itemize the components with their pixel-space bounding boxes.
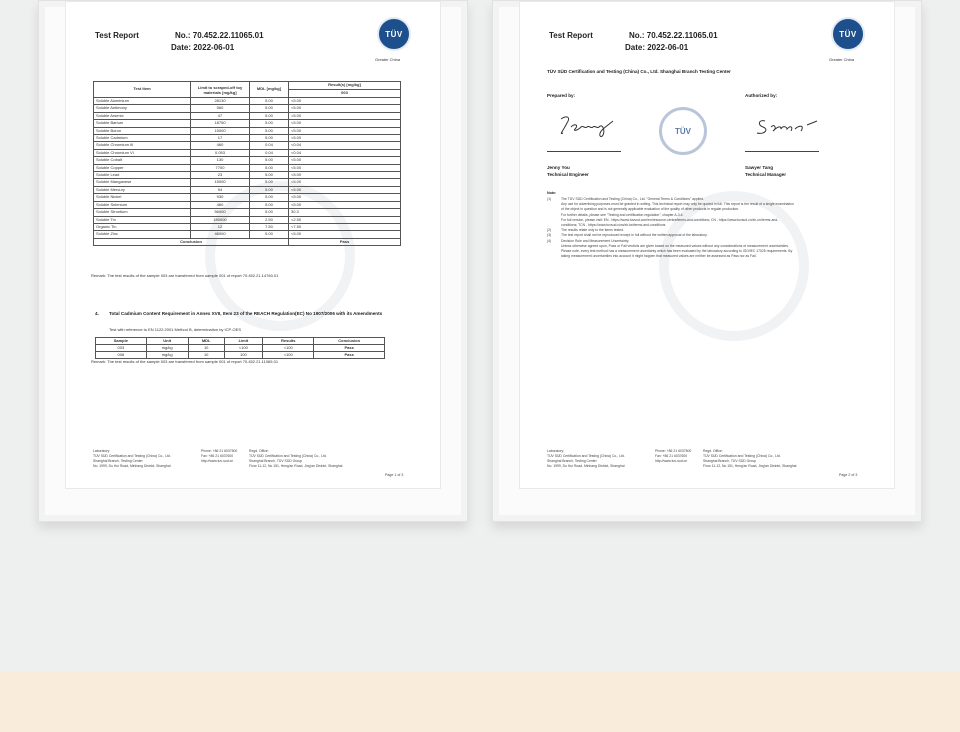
table-cell-limit: 930 — [191, 194, 250, 201]
note-number: (3) — [547, 233, 552, 238]
table-row — [94, 186, 401, 193]
note-text: Unless otherwise agreed upon, Pass or Fail verdicts are given based on the measured values without any considerations of measurement uncertainties. — [561, 243, 789, 248]
table-cell-result: <5.00 — [289, 201, 401, 208]
col-sample: 003 — [289, 90, 401, 98]
table-row — [94, 135, 401, 142]
table-cell-mdl: 5.00 — [250, 194, 289, 201]
table-row — [96, 352, 385, 359]
table-cell-mdl: 2.50 — [250, 216, 289, 223]
table-cell-mdl: 0.04 — [250, 142, 289, 149]
authorized-by-label: Authorized by: — [745, 93, 778, 98]
table-row — [94, 164, 401, 171]
remark-1: Remark: The test results of the sample 003 are transferred from sample 001 of report 70.452.21.14760.01 — [91, 273, 279, 278]
table-cell-result: <5.00 — [289, 127, 401, 134]
table-cell-limit: 94 — [191, 186, 250, 193]
note-text: For further details, please see "Testing and certification regulation", chapter A-3.4. — [561, 212, 684, 217]
note-text: conditions; TCN - https://www.tuvsud.com/zh-tw/terms-and-conditions — [561, 222, 666, 227]
authorizer-name: Sawyer Tang — [745, 165, 773, 170]
table-cell-item: Soluble Copper — [94, 164, 191, 171]
footer-line: Laboratory: — [93, 449, 111, 453]
footer-line: http://www.tuv-sud.cn — [655, 459, 688, 463]
note-number: (4) — [547, 238, 552, 243]
table-row — [94, 194, 401, 201]
footer-line: Phone: +86 21 6037500 — [655, 449, 692, 453]
footer-line: Regd. Office: — [703, 449, 723, 453]
table-cell-mdl: 5.00 — [250, 201, 289, 208]
table-row — [94, 127, 401, 134]
conclusion-label: Conclusion — [94, 238, 289, 245]
report-number: No.: 70.452.22.11065.01 — [629, 31, 718, 40]
report-page-1 — [65, 1, 441, 489]
note-item — [547, 254, 847, 259]
col-mdl: MDL [mg/kg] — [250, 82, 289, 98]
right-picture-frame — [492, 0, 922, 522]
table-cell: 003 — [96, 345, 147, 352]
results-table — [93, 81, 401, 246]
table-row — [94, 157, 401, 164]
footer-line: TÜV SÜD Certification and Testing (China) Co., Ltd. — [703, 454, 781, 458]
note-text: Decision Rule and Measurement Uncertainty: — [561, 238, 630, 243]
table-cell-result: <5.00 — [289, 179, 401, 186]
table-cell-item: Soluble Cadmium — [94, 135, 191, 142]
table-cell-item: Soluble Chromium VI — [94, 149, 191, 156]
table-cell-limit: 17 — [191, 135, 250, 142]
table-cell-item: Soluble Chromium III — [94, 142, 191, 149]
table-row — [94, 231, 401, 238]
table-cell-limit: 12 — [191, 223, 250, 230]
note-text: Please note, every test method has a measurement uncertainty which has been evaluated by the laboratory according to ISO/IEC 17025 requirements. By — [561, 248, 793, 253]
table-cell-mdl: 5.00 — [250, 135, 289, 142]
footer-line: Shanghai Branch, TÜV SÜD Group — [249, 459, 303, 463]
table-cell-result: <5.00 — [289, 112, 401, 119]
table-cell-mdl: 5.00 — [250, 105, 289, 112]
table-cell-limit: 15000 — [191, 127, 250, 134]
note-text: of the object in question and is not generally applicable evaluation of the quality of other products in regular production. — [561, 207, 740, 212]
cadmium-col-header: Sample — [96, 338, 147, 345]
table-row — [94, 201, 401, 208]
table-cell-result: <5.00 — [289, 105, 401, 112]
cadmium-col-header: Conclusion — [314, 338, 385, 345]
note-text: The test report shall not be reproduced except in full without the written approval of the laboratory. — [561, 233, 708, 238]
table-cell-item: Soluble Cobalt — [94, 157, 191, 164]
table-cell-limit: 28130 — [191, 98, 250, 105]
table-cell-limit: 130 — [191, 157, 250, 164]
note-number: (2) — [547, 228, 552, 233]
notes-list — [547, 197, 847, 259]
table-cell: 10 — [188, 345, 224, 352]
cadmium-col-header: Limit — [224, 338, 262, 345]
table-cell-mdl: 5.00 — [250, 209, 289, 216]
note-text: The TÜV SÜD Certification and Testing (China) Co., Ltd. "General Terms & Conditions" applied. — [561, 197, 704, 201]
table-cell-mdl: 5.00 — [250, 186, 289, 193]
table-row — [94, 223, 401, 230]
tuv-stamp-icon: TÜV — [659, 107, 707, 155]
table-cell: Pass — [314, 352, 385, 359]
footer-line: TÜV SÜD Certification and Testing (China) Co., Ltd. — [547, 454, 625, 458]
table-cell: 10 — [188, 352, 224, 359]
table-cell-item: Soluble Strontium — [94, 209, 191, 216]
table-cell-limit: 56000 — [191, 209, 250, 216]
table-cell: mg/kg — [146, 352, 188, 359]
section-4-method: Test with reference to EN 1122:2001 Method B, determination by ICP-OES — [109, 327, 241, 332]
note-text: For full version, please visit: EN - https://www.tuvsud.com/en/resource-centre/terms-and-conditions; CN - https://www.tuvsud.cn/zh-cn/terms-and- — [561, 217, 779, 222]
table-cell-limit: 46000 — [191, 231, 250, 238]
note-text: Any use for advertising purposes must be granted in writing. This technical report may only be quoted in full. This report is the result of a single examination — [561, 202, 794, 207]
table-cell-result: <5.00 — [289, 157, 401, 164]
table-cell-item: Organic Tin — [94, 223, 191, 230]
table-cell-limit: 47 — [191, 112, 250, 119]
table-row — [94, 112, 401, 119]
footer-line: Shanghai Branch, Testing Center — [93, 459, 143, 463]
preparer-title: Technical Engineer — [547, 172, 589, 177]
footer-line: Shanghai Branch, TÜV SÜD Group — [703, 459, 757, 463]
table-cell-result: <5.00 — [289, 186, 401, 193]
prepared-by-label: Prepared by: — [547, 93, 576, 98]
table-cell-mdl: 0.04 — [250, 149, 289, 156]
table-row — [94, 179, 401, 186]
table-cell-mdl: 5.00 — [250, 179, 289, 186]
cadmium-col-header: Results — [263, 338, 314, 345]
table-cell-item: Soluble Mercury — [94, 186, 191, 193]
table-cell-limit: 18750 — [191, 120, 250, 127]
table-cell-mdl: 5.00 — [250, 120, 289, 127]
report-number: No.: 70.452.22.11065.01 — [175, 31, 264, 40]
table-row — [94, 149, 401, 156]
organization-name: TÜV SÜD Certification and Testing (China) Co., Ltd. Shanghai Branch Testing Center — [547, 69, 731, 74]
preparer-name: Jenny You — [547, 165, 570, 170]
left-picture-frame — [38, 0, 468, 522]
table-cell-limit: 560 — [191, 105, 250, 112]
table-cell-result: <0.04 — [289, 149, 401, 156]
footer-line: No. 1999, Du Hui Road, Minhang District, Shanghai — [93, 464, 171, 468]
table-row — [94, 120, 401, 127]
footer-line: TÜV SÜD Certification and Testing (China) Co., Ltd. — [93, 454, 171, 458]
table-cell-item: Soluble Antimony — [94, 105, 191, 112]
note-number: (1) — [547, 197, 552, 201]
table-cell-result: <7.50 — [289, 223, 401, 230]
table-cell: <100 — [263, 345, 314, 352]
table-cell-result: <5.00 — [289, 120, 401, 127]
note-text: taking measurement uncertainties into account it might happen that measured values are neither be assessed as Pass nor as Fail. — [561, 254, 757, 259]
table-row — [94, 216, 401, 223]
note-label: Note: — [547, 191, 557, 195]
table-cell-result: <5.00 — [289, 231, 401, 238]
signature-sawyer — [751, 113, 821, 139]
table-row — [94, 98, 401, 105]
table-cell-result: <2.50 — [289, 216, 401, 223]
bottom-banner — [0, 672, 960, 732]
table-cell-item: Soluble Tin — [94, 216, 191, 223]
footer-line: Laboratory: — [547, 449, 565, 453]
table-row — [94, 172, 401, 179]
table-row — [94, 142, 401, 149]
signature-jenny — [553, 113, 623, 139]
table-cell-mdl: 5.00 — [250, 112, 289, 119]
tuv-logo-icon: TÜV — [377, 17, 411, 51]
note-text: The results relate only to the items tested. — [561, 228, 624, 233]
table-cell-limit: 180000 — [191, 216, 250, 223]
footer-line: Shanghai Branch, Testing Center — [547, 459, 597, 463]
cadmium-table — [95, 337, 385, 359]
section-4-title: 4. Total Cadmium Content Requirement in Annex XVII, Item 23 of the REACH Regulation(EC) No 1907/2006 with its Amendments — [95, 311, 383, 316]
table-row — [96, 345, 385, 352]
table-cell-result: <5.00 — [289, 172, 401, 179]
footer-line: TÜV SÜD Certification and Testing (China) Co., Ltd. — [249, 454, 327, 458]
table-cell: 100 — [224, 352, 262, 359]
footer-line: Regd. Office: — [249, 449, 269, 453]
table-cell-mdl: 5.00 — [250, 172, 289, 179]
report-date: Date: 2022-06-01 — [171, 43, 235, 52]
table-cell-limit: 7700 — [191, 164, 250, 171]
table-cell-mdl: 5.00 — [250, 164, 289, 171]
table-cell: Pass — [314, 345, 385, 352]
footer-line: http://www.tuv-sud.cn — [201, 459, 234, 463]
table-cell-result: <5.00 — [289, 98, 401, 105]
cadmium-col-header: MDL — [188, 338, 224, 345]
table-cell-limit: 0.053 — [191, 149, 250, 156]
table-cell-result: <5.00 — [289, 135, 401, 142]
table-cell-item: Soluble Boron — [94, 127, 191, 134]
region-label: Greater China — [375, 57, 401, 62]
conclusion-row — [94, 238, 401, 245]
footer-line: Fax: +86 21 6037600 — [201, 454, 234, 458]
footer-line: Phone: +86 21 6037500 — [201, 449, 238, 453]
table-cell: mg/kg — [146, 345, 188, 352]
table-cell-limit: 460 — [191, 142, 250, 149]
footer-line: Floor 11-12, No 151, Heng'an Road, Jing'an District, Shanghai — [249, 464, 343, 468]
region-label: Greater China — [829, 57, 855, 62]
table-cell-item: Soluble Arsenic — [94, 112, 191, 119]
table-cell-item: Soluble Selenium — [94, 201, 191, 208]
table-cell-item: Soluble Zinc — [94, 231, 191, 238]
table-cell: <100 — [224, 345, 262, 352]
table-cell-item: Soluble Aluminium — [94, 98, 191, 105]
cadmium-col-header: Unit — [146, 338, 188, 345]
col-limit: Limit to scraped-off toy materials [mg/kg] — [191, 82, 250, 98]
remark-2: Remark: The test results of the sample 003 are transferred from sample 001 of report 70.452.21.11065.01 — [91, 359, 279, 364]
report-label: Test Report — [95, 31, 139, 40]
page-number: Page 2 of 3 — [839, 473, 858, 477]
table-cell-mdl: 5.00 — [250, 98, 289, 105]
table-cell-limit: 15000 — [191, 179, 250, 186]
col-test-item: Test Item — [94, 82, 191, 98]
table-cell-limit: 23 — [191, 172, 250, 179]
table-cell-mdl: 7.50 — [250, 223, 289, 230]
table-cell-item: Soluble Manganese — [94, 179, 191, 186]
tuv-logo-icon: TÜV — [831, 17, 865, 51]
table-cell-mdl: 5.00 — [250, 231, 289, 238]
signature-line-authorizer — [745, 151, 819, 152]
signature-line-preparer — [547, 151, 621, 152]
table-row — [94, 209, 401, 216]
conclusion-value: Pass — [289, 238, 401, 245]
page-number: Page 1 of 3 — [385, 473, 404, 477]
table-cell: <100 — [263, 352, 314, 359]
table-cell-item: Soluble Lead — [94, 172, 191, 179]
table-cell-result: 30.3 — [289, 209, 401, 216]
table-cell: 006 — [96, 352, 147, 359]
footer-line: No. 1999, Du Hui Road, Minhang District, Shanghai — [547, 464, 625, 468]
table-row — [94, 105, 401, 112]
report-label: Test Report — [549, 31, 593, 40]
table-cell-result: <0.04 — [289, 142, 401, 149]
footer-line: Floor 11-12, No 151, Heng'an Road, Jing'an District, Shanghai — [703, 464, 797, 468]
report-page-2 — [519, 1, 895, 489]
table-cell-mdl: 5.00 — [250, 157, 289, 164]
table-cell-mdl: 5.00 — [250, 127, 289, 134]
table-cell-limit: 460 — [191, 201, 250, 208]
table-cell-result: <5.00 — [289, 164, 401, 171]
authorizer-title: Technical Manager — [745, 172, 787, 177]
table-cell-item: Soluble Barium — [94, 120, 191, 127]
col-results: Result(s) [mg/kg] — [289, 82, 401, 90]
report-date: Date: 2022-06-01 — [625, 43, 689, 52]
table-cell-result: <5.00 — [289, 194, 401, 201]
footer-line: Fax: +86 21 6037600 — [655, 454, 688, 458]
table-cell-item: Soluble Nickel — [94, 194, 191, 201]
